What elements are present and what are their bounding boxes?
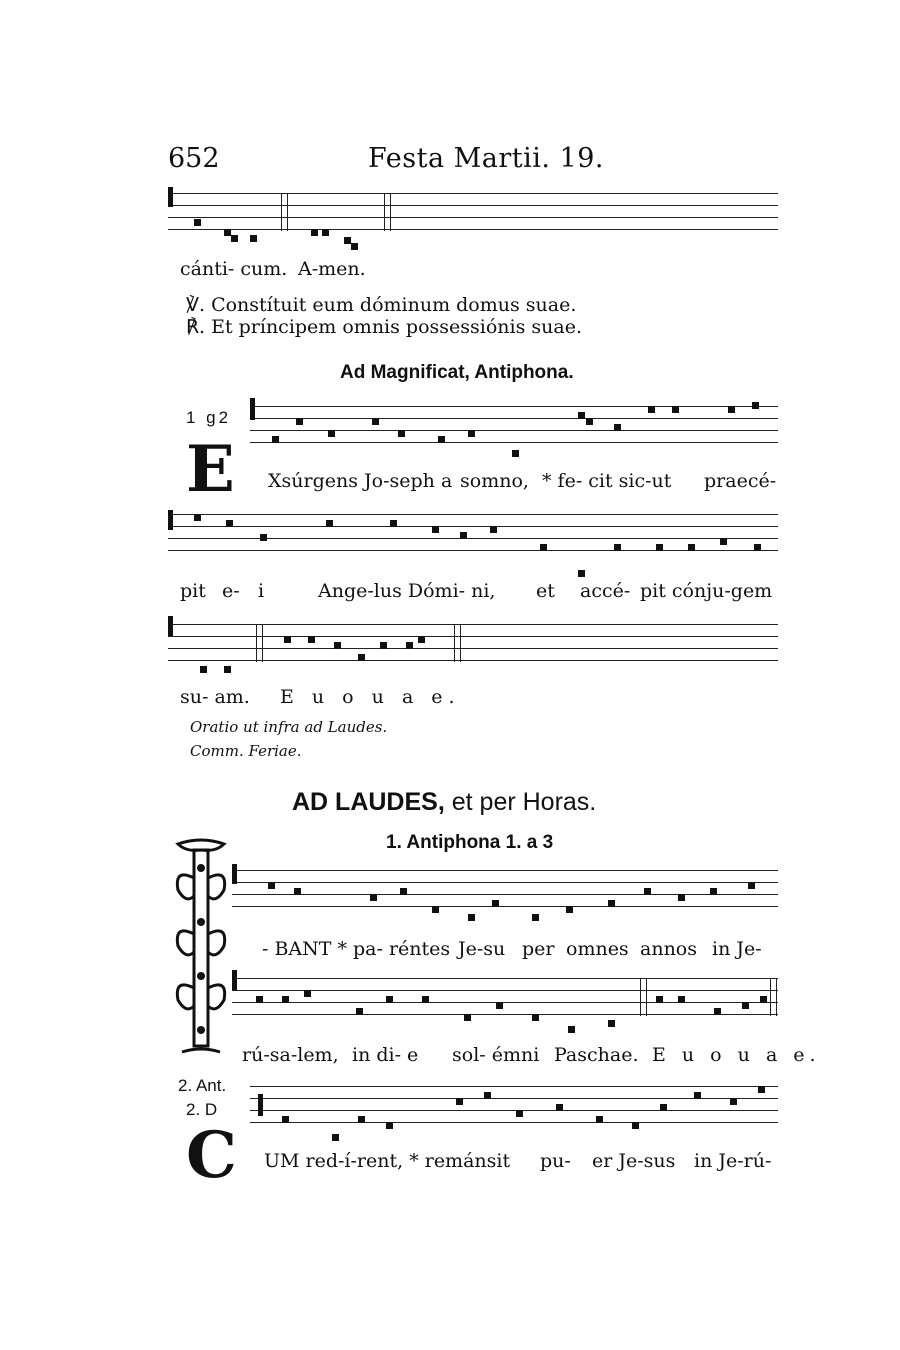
neume-note — [432, 526, 439, 533]
neume-note — [358, 1116, 365, 1123]
neume-note — [351, 243, 358, 250]
rubric: Comm. Feriae. — [190, 742, 302, 760]
staff-4 — [168, 624, 778, 674]
initial-letter: E — [186, 432, 235, 507]
neume-note — [614, 544, 621, 551]
lyric: su- am. — [180, 686, 250, 708]
do-clef-icon — [168, 187, 173, 207]
bar-line — [776, 978, 777, 1016]
neume-note — [390, 520, 397, 527]
do-clef-icon — [168, 616, 173, 636]
neume-note — [532, 914, 539, 921]
lyric: in Je-rú- — [694, 1150, 772, 1172]
neume-note — [284, 636, 291, 643]
neume-note — [758, 1086, 765, 1093]
neume-note — [754, 544, 761, 551]
page-number: 652 — [168, 143, 220, 174]
neume-note — [512, 450, 519, 457]
neume-note — [614, 424, 621, 431]
neume-note — [678, 894, 685, 901]
staff-line — [168, 636, 778, 637]
staff-3 — [168, 514, 778, 570]
neume-note — [311, 229, 318, 236]
staff-7 — [250, 1086, 778, 1142]
neume-note — [760, 996, 767, 1003]
neume-note — [432, 906, 439, 913]
neume-note — [308, 636, 315, 643]
neume-note — [742, 1002, 749, 1009]
staff-line — [250, 406, 778, 407]
lyric: er Je-sus — [592, 1150, 676, 1172]
neume-note — [406, 642, 413, 649]
neume-note — [608, 1020, 615, 1027]
neume-note — [386, 996, 393, 1003]
neume-note — [556, 1104, 563, 1111]
neume-note — [656, 996, 663, 1003]
page-title: Festa Martii. 19. — [368, 143, 604, 174]
bar-line — [770, 978, 771, 1016]
lyric: e- — [222, 580, 240, 602]
neume-note — [334, 642, 341, 649]
neume-note — [492, 900, 499, 907]
staff-line — [250, 1110, 778, 1111]
staff-2 — [250, 406, 778, 458]
neume-note — [356, 1008, 363, 1015]
lyric: et — [536, 580, 555, 602]
neume-note — [720, 538, 727, 545]
bar-line — [256, 624, 257, 662]
neume-note — [568, 1026, 575, 1033]
lyric: A-men. — [298, 258, 366, 280]
lyric: annos — [640, 938, 697, 960]
lyric: pit — [180, 580, 206, 602]
neume-note — [710, 888, 717, 895]
bar-line — [262, 624, 263, 662]
neume-note — [660, 1104, 667, 1111]
lyric: pit cónju-gem — [640, 580, 773, 602]
neume-note — [752, 402, 759, 409]
staff-line — [168, 660, 778, 661]
initial-letter: C — [186, 1118, 237, 1193]
section-heading-laudes: AD LAUDES, et per Horas. — [292, 788, 597, 816]
do-clef-icon — [232, 864, 237, 884]
staff-line — [168, 526, 778, 527]
bar-line — [454, 624, 455, 662]
neume-note — [644, 888, 651, 895]
response: ℟. Et príncipem omnis possessiónis suae. — [186, 316, 582, 338]
staff-line — [168, 229, 778, 230]
neume-note — [586, 418, 593, 425]
antiphon-label: 1. Antiphona 1. a 3 — [386, 832, 554, 853]
bar-line — [460, 624, 461, 662]
staff-line — [168, 624, 778, 625]
staff-line — [168, 648, 778, 649]
do-clef-icon — [258, 1094, 263, 1116]
neume-note — [400, 888, 407, 895]
neume-note — [224, 229, 231, 236]
neume-note — [398, 430, 405, 437]
neume-note — [282, 1116, 289, 1123]
lyric: E u o u a e. — [652, 1044, 821, 1066]
neume-note — [200, 666, 207, 673]
staff-line — [232, 990, 778, 991]
neume-note — [464, 1014, 471, 1021]
neume-note — [256, 996, 263, 1003]
neume-note — [282, 996, 289, 1003]
bar-line — [640, 978, 641, 1016]
lyric: sol- émni — [452, 1044, 540, 1066]
antiphon-mode: 2. D — [186, 1100, 218, 1119]
neume-note — [226, 520, 233, 527]
lyric: somno, — [460, 470, 529, 492]
staff-line — [168, 550, 778, 551]
lyric: Je-su — [458, 938, 506, 960]
lyric: rú-sa-lem, — [242, 1044, 339, 1066]
staff-line — [250, 418, 778, 419]
neume-note — [608, 900, 615, 907]
neume-note — [648, 406, 655, 413]
neume-note — [370, 894, 377, 901]
staff-1 — [168, 193, 778, 243]
neume-note — [688, 544, 695, 551]
neume-note — [326, 520, 333, 527]
lyric: Xsúrgens Jo-seph a — [268, 470, 453, 492]
staff-line — [250, 442, 778, 443]
lyric: Paschae. — [554, 1044, 639, 1066]
lyric: per — [522, 938, 555, 960]
lyric: UM red-í-rent, * remánsit — [264, 1150, 511, 1172]
neume-note — [484, 1092, 491, 1099]
neume-note — [224, 666, 231, 673]
staff-line — [232, 894, 778, 895]
neume-note — [332, 1134, 339, 1141]
lyric: pu- — [540, 1150, 571, 1172]
lyric: accé- — [580, 580, 631, 602]
neume-note — [596, 1116, 603, 1123]
neume-note — [532, 1014, 539, 1021]
neume-note — [496, 1002, 503, 1009]
lyric: i — [258, 580, 265, 602]
versicle: ℣. Constítuit eum dóminum domus suae. — [186, 294, 577, 316]
neume-note — [344, 237, 351, 244]
neume-note — [540, 544, 547, 551]
neume-note — [194, 219, 201, 226]
staff-line — [168, 217, 778, 218]
staff-5 — [232, 870, 778, 922]
do-clef-icon — [168, 510, 173, 530]
neume-note — [328, 430, 335, 437]
neume-note — [694, 1092, 701, 1099]
neume-note — [516, 1110, 523, 1117]
bar-line — [287, 193, 288, 231]
staff-line — [168, 193, 778, 194]
lyric: cánti- cum. — [180, 258, 288, 280]
bar-line — [384, 193, 385, 231]
lyric: Ange-lus Dómi- ni, — [318, 580, 496, 602]
staff-6 — [232, 978, 778, 1028]
neume-note — [632, 1122, 639, 1129]
ornate-initial-icon — [172, 838, 230, 1060]
staff-line — [250, 1122, 778, 1123]
neume-note — [578, 570, 585, 577]
neume-note — [422, 996, 429, 1003]
neume-note — [231, 235, 238, 242]
lyric: in di- e — [352, 1044, 419, 1066]
do-clef-icon — [232, 970, 237, 990]
staff-line — [168, 514, 778, 515]
neume-note — [714, 1008, 721, 1015]
bar-line — [281, 193, 282, 231]
lyric: * fe- cit sic-ut — [542, 470, 672, 492]
neume-note — [490, 526, 497, 533]
neume-note — [304, 990, 311, 997]
staff-line — [232, 1002, 778, 1003]
neume-note — [728, 406, 735, 413]
neume-note — [468, 914, 475, 921]
lyric: omnes — [566, 938, 629, 960]
chant-number: 1 g2 — [186, 408, 232, 427]
neume-note — [578, 412, 585, 419]
antiphon-number: 2. Ant. — [178, 1076, 227, 1095]
neume-note — [456, 1098, 463, 1105]
bar-line — [390, 193, 391, 231]
neume-note — [260, 534, 267, 541]
neume-note — [272, 436, 279, 443]
neume-note — [372, 418, 379, 425]
neume-note — [656, 544, 663, 551]
staff-line — [232, 978, 778, 979]
bar-line — [646, 978, 647, 1016]
neume-note — [250, 235, 257, 242]
staff-line — [232, 870, 778, 871]
lyric: E u o u a e. — [280, 686, 461, 708]
neume-note — [460, 532, 467, 539]
lyric: - BANT * pa- réntes — [262, 938, 451, 960]
neume-note — [730, 1098, 737, 1105]
neume-note — [322, 229, 329, 236]
neume-note — [296, 418, 303, 425]
neume-note — [672, 406, 679, 413]
staff-line — [232, 882, 778, 883]
staff-line — [232, 1014, 778, 1015]
neume-note — [268, 882, 275, 889]
neume-note — [380, 642, 387, 649]
staff-line — [250, 1086, 778, 1087]
neume-note — [358, 654, 365, 661]
do-clef-icon — [250, 398, 255, 420]
neume-note — [438, 436, 445, 443]
neume-note — [468, 430, 475, 437]
section-heading: Ad Magnificat, Antiphona. — [340, 362, 574, 383]
staff-line — [168, 205, 778, 206]
lyric: praecé- — [704, 470, 777, 492]
rubric: Oratio ut infra ad Laudes. — [190, 718, 388, 736]
neume-note — [294, 888, 301, 895]
neume-note — [678, 996, 685, 1003]
neume-note — [566, 906, 573, 913]
neume-note — [194, 514, 201, 521]
neume-note — [418, 636, 425, 643]
staff-line — [232, 906, 778, 907]
lyric: in Je- — [712, 938, 762, 960]
neume-note — [748, 882, 755, 889]
neume-note — [386, 1122, 393, 1129]
